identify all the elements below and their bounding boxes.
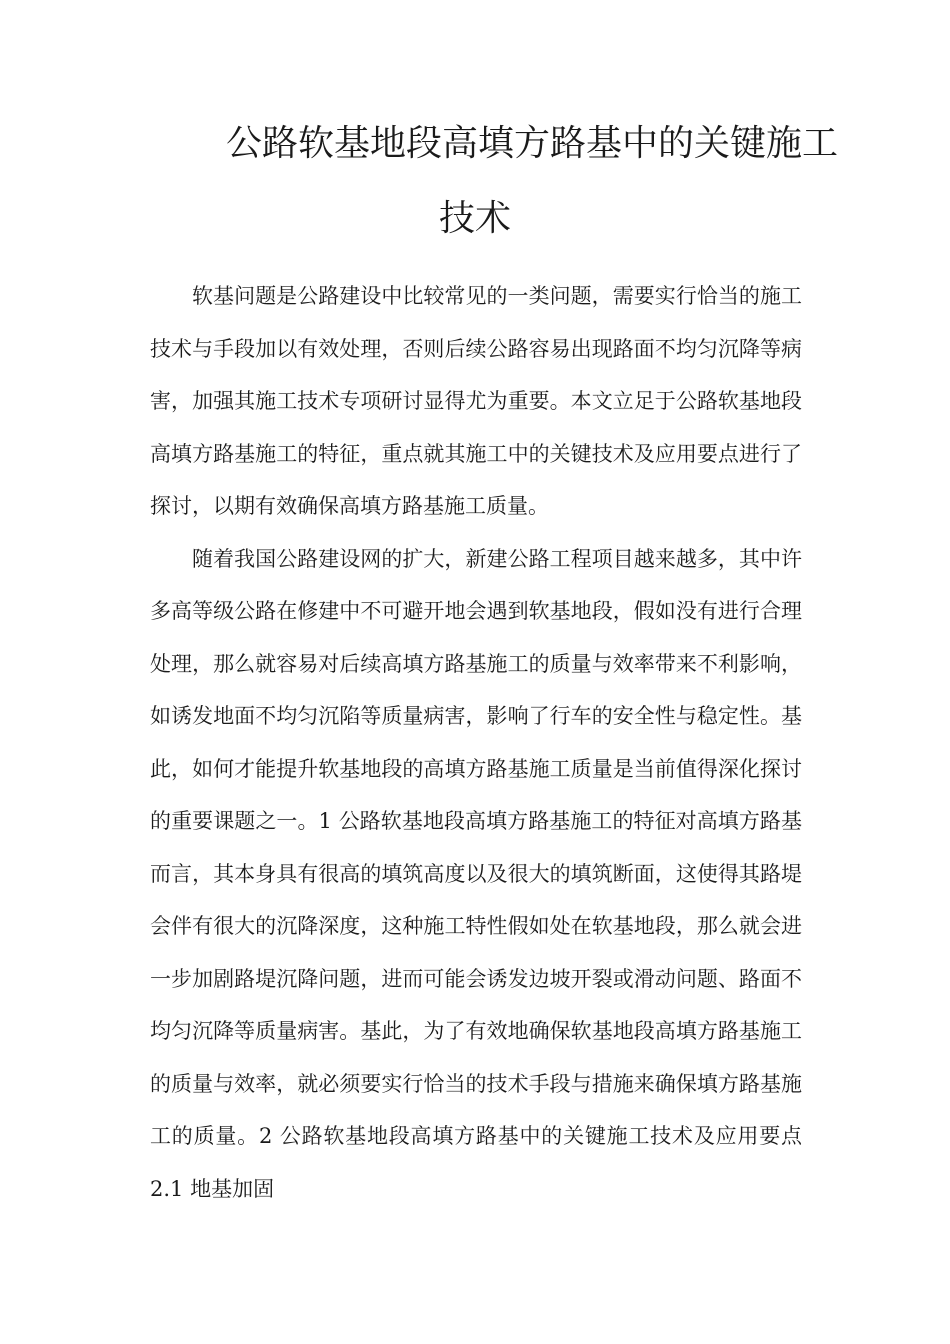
paragraph-1: 软基问题是公路建设中比较常见的一类问题，需要实行恰当的施工技术与手段加以有效处理，否则后续公路容易出现路面不均匀沉降等病害，加强其施工技术专项研讨显得尤为重要。本文立足于公路软基地段高填方路基施工的特征，重点就其施工中的关键技术及应用要点进行了探讨，以期有效确保高填方路基施工质量。 — [150, 284, 802, 518]
document-title-line-2: 技术 — [438, 198, 511, 239]
paragraph-2: 随着我国公路建设网的扩大，新建公路工程项目越来越多，其中许多高等级公路在修建中不可避开地会遇到软基地段，假如没有进行合理处理，那么就容易对后续高填方路基施工的质量与效率带来不利影响，如诱发地面不均匀沉陷等质量病害，影响了行车的安全性与稳定性。基此，如何才能提升软基地段的高填方路基施工质量是当前值得深化探讨的重要课题之一。1 公路软基地段高填方路基施工的特征对高填方路基而言，其本身具有很高的填筑高度以及很大的填筑断面，这使得其路堤会伴有很大的沉降深度，这种施工特性假如处在软基地段，那么就会进一步加剧路堤沉降问题，进而可能会诱发边坡开裂或滑动问题、路面不均匀沉降等质量病害。基此，为了有效地确保软基地段高填方路基施工的质量与效率，就必须要实行恰当的技术手段与措施来确保填方路基施工的质量。2 公路软基地段高填方路基中的关键施工技术及应用要点 2.1 地基加固 — [150, 546, 802, 1201]
document-body — [150, 270, 802, 1215]
document-title-line-1: 公路软基地段高填方路基中的关键施工 — [226, 123, 839, 164]
